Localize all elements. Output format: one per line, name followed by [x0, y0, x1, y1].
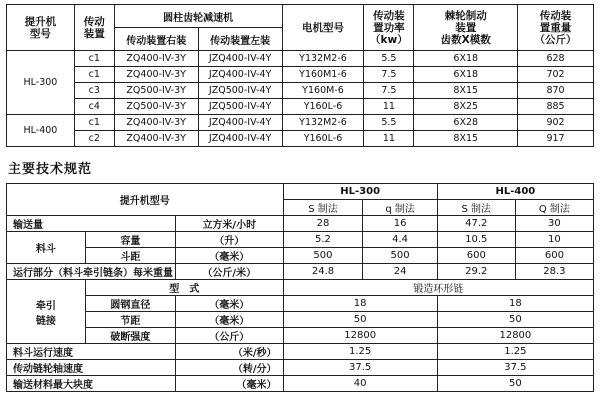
header-hl300: HL-300 — [283, 184, 437, 200]
header-hl400: HL-400 — [437, 184, 593, 200]
value-cell: 5.2 — [283, 232, 363, 248]
header-model: 提升机 型号 — [7, 5, 75, 51]
value-cell: 50 — [283, 312, 437, 328]
right-cell: ZQ400-IV-3Y — [114, 115, 198, 131]
table-row — [7, 312, 594, 328]
table-row — [7, 360, 594, 376]
left-cell: JZQ500-IV-4Y — [198, 83, 282, 99]
strength-label: 破断强度 — [85, 328, 175, 344]
table-row — [7, 51, 594, 67]
motor-cell: Y160L-6 — [282, 99, 364, 115]
traction-type-label: 型 式 — [85, 280, 283, 296]
table-row — [7, 83, 594, 99]
value-cell: 30 — [515, 216, 593, 232]
power-cell: 11 — [364, 131, 414, 147]
lump-unit: （毫米） — [176, 376, 284, 392]
weight-cell: 702 — [518, 67, 594, 83]
ratchet-cell: 8X15 — [414, 131, 518, 147]
running-label: 运行部分（料斗牵引链条）每米重量 — [7, 264, 176, 280]
value-cell: 50 — [437, 312, 593, 328]
header-power: 传动装 置功率 （kw） — [364, 5, 414, 51]
left-cell: JZQ400-IV-4Y — [198, 67, 282, 83]
header-reducer: 圆柱齿轮减速机 — [114, 5, 282, 28]
value-cell: 1.25 — [283, 344, 437, 360]
table-row — [7, 99, 594, 115]
drive-cell: c1 — [74, 67, 114, 83]
power-cell: 7.5 — [364, 67, 414, 83]
weight-cell: 628 — [518, 51, 594, 67]
weight-cell: 885 — [518, 99, 594, 115]
value-cell: 1.25 — [437, 344, 593, 360]
method-cell: q 制法 — [363, 200, 437, 216]
ratchet-cell: 6X28 — [414, 115, 518, 131]
table-row — [7, 280, 594, 296]
value-cell: 500 — [363, 248, 437, 264]
chain-pitch-unit: （毫米） — [176, 312, 284, 328]
power-cell: 7.5 — [364, 83, 414, 99]
value-cell: 28.3 — [515, 264, 593, 280]
ratchet-cell: 6X18 — [414, 67, 518, 83]
weight-cell: 870 — [518, 83, 594, 99]
hopper-label: 料斗 — [7, 232, 86, 264]
drive-cell: c4 — [74, 99, 114, 115]
value-cell: 18 — [437, 296, 593, 312]
drive-cell: c2 — [74, 131, 114, 147]
value-cell: 24.8 — [283, 264, 363, 280]
speed-label: 料斗运行速度 — [7, 344, 176, 360]
value-cell: 37.5 — [437, 360, 593, 376]
value-cell: 10.5 — [437, 232, 515, 248]
capacity-label: 输送量 — [7, 216, 176, 232]
value-cell: 500 — [283, 248, 363, 264]
traction-type-value: 锻造环形链 — [283, 280, 593, 296]
model-cell: HL-400 — [7, 115, 75, 147]
table-row — [7, 376, 594, 392]
volume-label: 容量 — [85, 232, 175, 248]
value-cell: 10 — [515, 232, 593, 248]
motor-cell: Y160M1-6 — [282, 67, 364, 83]
speed-unit: （米/秒） — [176, 344, 284, 360]
shaft-label: 传动链轮轴速度 — [7, 360, 176, 376]
motor-cell: Y160L-6 — [282, 131, 364, 147]
ratchet-cell: 8X25 — [414, 99, 518, 115]
power-cell: 11 — [364, 99, 414, 115]
value-cell: 47.2 — [437, 216, 515, 232]
pitch-unit: （毫米） — [176, 248, 284, 264]
weight-cell: 917 — [518, 131, 594, 147]
drive-cell: c1 — [74, 115, 114, 131]
value-cell: 4.4 — [363, 232, 437, 248]
value-cell: 18 — [283, 296, 437, 312]
value-cell: 600 — [515, 248, 593, 264]
ratchet-cell: 8X15 — [414, 83, 518, 99]
drive-spec-table — [6, 4, 594, 147]
table-row — [7, 296, 594, 312]
table-row — [7, 67, 594, 83]
method-cell: Q 制法 — [515, 200, 593, 216]
table-row — [7, 328, 594, 344]
header-weight: 传动装 置重量 （公斤） — [518, 5, 594, 51]
table-row — [7, 115, 594, 131]
shaft-unit: （转/分） — [176, 360, 284, 376]
section-title: 主要技术规范 — [8, 162, 93, 177]
right-cell: ZQ500-IV-3Y — [114, 99, 198, 115]
value-cell: 12800 — [437, 328, 593, 344]
value-cell: 600 — [437, 248, 515, 264]
pitch-label: 斗距 — [85, 248, 175, 264]
left-cell: JZQ400-IV-4Y — [198, 115, 282, 131]
table-row — [7, 232, 594, 248]
value-cell: 50 — [437, 376, 593, 392]
left-cell: JZQ500-IV-4Y — [198, 99, 282, 115]
capacity-unit: 立方米/小时 — [176, 216, 284, 232]
motor-cell: Y160M-6 — [282, 83, 364, 99]
ratchet-cell: 6X18 — [414, 51, 518, 67]
drive-cell: c3 — [74, 83, 114, 99]
tech-spec-table — [6, 183, 594, 392]
running-unit: （公斤/米） — [176, 264, 284, 280]
diameter-label: 圆钢直径 — [85, 296, 175, 312]
value-cell: 40 — [283, 376, 437, 392]
volume-unit: （升） — [176, 232, 284, 248]
method-cell: S 制法 — [437, 200, 515, 216]
table-row — [7, 248, 594, 264]
value-cell: 29.2 — [437, 264, 515, 280]
lump-label: 输送材料最大块度 — [7, 376, 176, 392]
header-model-label: 提升机型号 — [7, 184, 284, 216]
model-cell: HL-300 — [7, 51, 75, 115]
weight-cell: 902 — [518, 115, 594, 131]
value-cell: 12800 — [283, 328, 437, 344]
header-drive: 传动 装置 — [74, 5, 114, 51]
value-cell: 37.5 — [283, 360, 437, 376]
table-row — [7, 344, 594, 360]
right-cell: ZQ400-IV-3Y — [114, 51, 198, 67]
power-cell: 5.5 — [364, 51, 414, 67]
header-ratchet: 棘轮制动 装置 齿数X模数 — [414, 5, 518, 51]
left-cell: JZQ400-IV-4Y — [198, 51, 282, 67]
value-cell: 24 — [363, 264, 437, 280]
right-cell: ZQ400-IV-3Y — [114, 131, 198, 147]
right-cell: ZQ500-IV-3Y — [114, 83, 198, 99]
table-row — [7, 216, 594, 232]
right-cell: ZQ400-IV-3Y — [114, 67, 198, 83]
value-cell: 16 — [363, 216, 437, 232]
motor-cell: Y132M2-6 — [282, 115, 364, 131]
left-cell: JZQ400-IV-4Y — [198, 131, 282, 147]
header-reducer-right: 传动装置右装 — [114, 28, 198, 51]
diameter-unit: （毫米） — [176, 296, 284, 312]
strength-unit: （公斤） — [176, 328, 284, 344]
table-row — [7, 264, 594, 280]
power-cell: 5.5 — [364, 115, 414, 131]
header-motor: 电机型号 — [282, 5, 364, 51]
drive-cell: c1 — [74, 51, 114, 67]
table-row — [7, 131, 594, 147]
motor-cell: Y132M2-6 — [282, 51, 364, 67]
chain-pitch-label: 节距 — [85, 312, 175, 328]
traction-label: 牵引 链接 — [7, 280, 86, 344]
method-cell: S 制法 — [283, 200, 363, 216]
header-reducer-left: 传动装置左装 — [198, 28, 282, 51]
value-cell: 28 — [283, 216, 363, 232]
